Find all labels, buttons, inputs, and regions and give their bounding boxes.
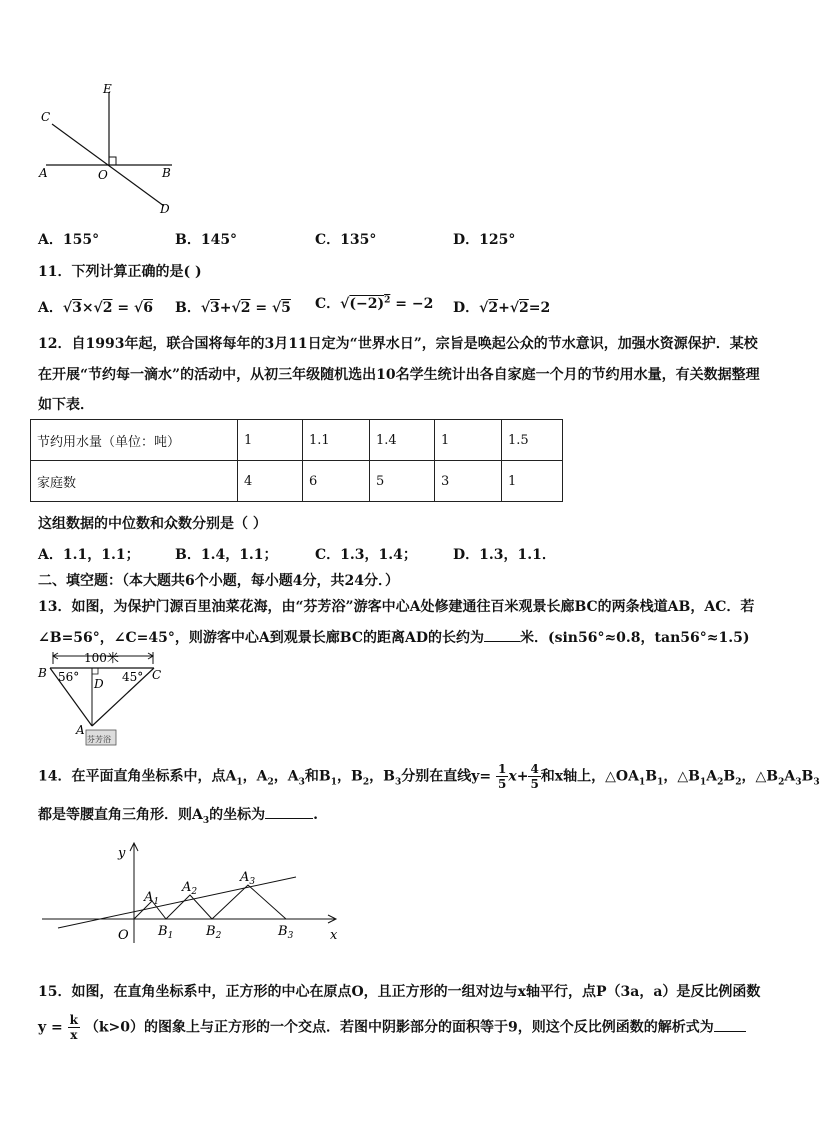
label-b3: $B_3$ [278,924,294,941]
q13-line-1: 13．如图，为保护门源百里油菜花海，由“芬芳浴”游客中心A处修建通往百米观景长廊BC的两条栈道AB，AC．若 [38,599,755,615]
table-cell: 家庭数 [31,461,238,502]
label-a2: $A_2$ [182,880,198,897]
table-cell: 1 [238,420,303,461]
q11-stem: 11．下列计算正确的是( ) [38,264,202,280]
label-a: A [39,166,48,180]
answer-blank [484,629,520,642]
q15-line-1: 15．如图，在直角坐标系中，正方形的中心在原点O，且正方形的一组对边与x轴平行，点P（3a，a）是反比例函数 [38,984,761,1000]
dist-label: 100米 [84,651,119,665]
q12-option-b: B．1.4，1.1； [175,547,278,563]
table-row [31,461,563,502]
label-d: D [94,677,104,691]
q11-option-c: C．$√(-2)^2 = -2$ [315,295,434,312]
q10-option-a: A．155° [38,232,100,248]
table-cell: 1.5 [502,420,563,461]
label-c: C [41,110,51,124]
table-row [31,420,563,461]
q12-option-d: D．1.3，1.1． [453,547,556,563]
q12-line-1: 12．自1993年起，联合国将每年的3月11日定为“世界水日”，宗旨是唤起公众的节水意识，加强水资源保护．某校 [38,336,758,352]
label-a: A [76,723,85,737]
label-e: E [103,82,112,96]
q12-line-3: 如下表． [38,397,94,413]
table-cell: 1 [435,420,502,461]
table-cell: 5 [370,461,435,502]
label-b: B [38,666,47,680]
q12-data-table [30,419,563,502]
angle-c: 45° [122,670,144,684]
q10-option-d: D．125° [453,232,516,248]
table-cell: 6 [303,461,370,502]
label-b1: $B_1$ [158,924,174,941]
q10-option-b: B．145° [175,232,238,248]
figure-q10-lines [30,80,190,220]
answer-blank [714,1019,746,1032]
table-cell: 节约用水量（单位：吨） [31,420,238,461]
figure-q13 [36,650,176,750]
section-heading: 二、填空题：（本大题共6个小题，每小题4分，共24分．） [38,573,399,589]
label-b: B [162,166,171,180]
q12-line-2: 在开展“节约每一滴水”的活动中，从初三年级随机选出10名学生统计出各自家庭一个月的节约用水量，有关数据整理 [38,367,760,383]
q12-question: 这组数据的中位数和众数分别是（ ） [38,516,267,532]
label-c: C [152,668,162,682]
figure-q14 [38,835,358,950]
q11-option-b: B．√3+√2 = √5 [175,300,291,316]
label-a3: $A_3$ [240,870,256,887]
label-d: D [160,202,170,216]
label-a1: $A_1$ [144,890,160,907]
label-o: O [98,168,108,182]
angle-b: 56° [58,670,80,684]
origin-label: O [118,928,129,943]
table-cell: 1 [502,461,563,502]
q12-option-c: C．1.3，1.4； [315,547,417,563]
table-cell: 1.1 [303,420,370,461]
q12-option-a: A．1.1，1.1； [38,547,140,563]
q10-option-c: C．135° [315,232,377,248]
q15-line-2: y = $\frac{k}{x}$ （k>0）的图象上与正方形的一个交点．若图中阴影部分的面积等于9，则这个反比例函数的解析式为 [38,1013,746,1042]
table-cell: 3 [435,461,502,502]
axis-y-label: y [118,846,126,861]
q14-line-2: 都是等腰直角三角形．则$A_3$的坐标为 . [38,807,319,826]
table-cell: 1.4 [370,420,435,461]
table-cell: 4 [238,461,303,502]
q11-option-a: A．√3×√2 = √6 [38,300,153,316]
sign-text: 芬芳浴 [87,735,111,744]
q11-option-d: D．√2+√2=2 [453,300,551,316]
q13-line-2: ∠B=56°，∠C=45°，则游客中心A到观景长廊BC的距离AD的长约为 米．(sin56°≈0.8，tan56°≈1.5) [38,630,750,646]
axis-x-label: x [330,928,338,943]
answer-blank [265,806,313,819]
label-b2: $B_2$ [206,924,222,941]
q14-line-1: 14．在平面直角坐标系中，点$A_1$，$A_2$，$A_3$和$B_1$，$B_2$，$B_3$分别在直线y= $\frac{1}{5}$ x+ $\frac{4}{5}$ 和x轴上，$\triangle OA_1B_1$，$\triangle B_1A_2B_2$，$\triangle B_2A_3B_3$ [38,762,820,791]
